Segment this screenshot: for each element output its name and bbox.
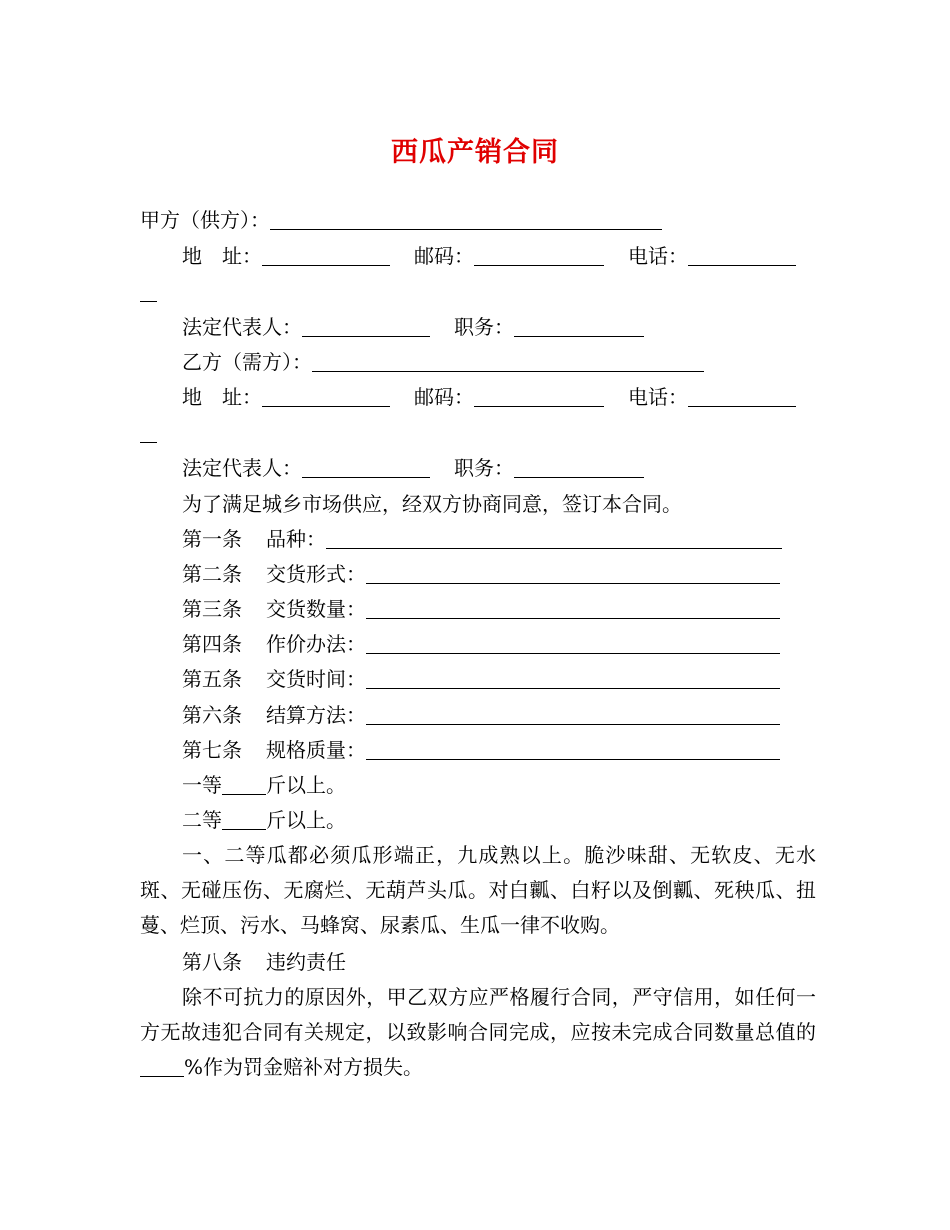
position-blank[interactable] — [514, 457, 644, 478]
article-2 — [182, 562, 780, 586]
position-label: 职务： — [454, 456, 514, 480]
article-1 — [182, 527, 782, 551]
article-blank[interactable] — [326, 528, 782, 549]
quality-paragraph: 一、二等瓜都必须瓜形端正，九成熟以上。脆沙味甜、无软皮、无水斑、无碰压伤、无腐烂、无葫芦头瓜。对白瓤、白籽以及倒瓤、死秧瓜、扭蔓、烂顶、污水、马蜂窝、尿素瓜、生瓜一律不收购。 — [140, 843, 816, 937]
phone-blank[interactable] — [688, 245, 796, 266]
breach-paragraph — [140, 980, 816, 1085]
grade-1-suffix: 斤以上。 — [266, 773, 346, 797]
article-number: 第一条 — [182, 527, 242, 551]
legal-rep-label: 法定代表人： — [182, 315, 302, 339]
position-blank[interactable] — [514, 316, 644, 337]
article-name: 品种： — [266, 527, 326, 551]
breach-text-end: %作为罚金赔补对方损失。 — [184, 1055, 424, 1079]
article-blank[interactable] — [366, 563, 780, 584]
party-a-address-line — [182, 244, 796, 268]
postcode-blank[interactable] — [474, 386, 604, 407]
postcode-label: 邮码： — [414, 385, 474, 409]
article-name: 规格质量： — [266, 738, 366, 762]
phone-blank-continued[interactable] — [140, 422, 157, 443]
party-b-rep-line — [182, 456, 644, 480]
address-label: 地 址： — [182, 385, 262, 409]
article-number: 第三条 — [182, 597, 242, 621]
party-a-rep-line — [182, 315, 644, 339]
party-b-blank[interactable] — [312, 351, 704, 372]
article-blank[interactable] — [366, 668, 780, 689]
penalty-percent-blank[interactable] — [140, 1056, 184, 1077]
grade-2-suffix: 斤以上。 — [266, 808, 346, 832]
address-blank[interactable] — [262, 245, 390, 266]
party-b-line — [182, 350, 704, 374]
party-b-phone-wrap — [140, 421, 157, 445]
article-number: 第四条 — [182, 632, 242, 656]
party-b-label: 乙方（需方）： — [182, 350, 312, 374]
article-blank[interactable] — [366, 739, 780, 760]
article-name: 交货时间： — [266, 667, 366, 691]
grade-2-line — [182, 808, 346, 832]
legal-rep-blank[interactable] — [302, 316, 430, 337]
article-number: 第二条 — [182, 562, 242, 586]
phone-label: 电话： — [628, 385, 688, 409]
article-name: 结算方法： — [266, 703, 366, 727]
article-number: 第五条 — [182, 667, 242, 691]
address-blank[interactable] — [262, 386, 390, 407]
phone-label: 电话： — [628, 244, 688, 268]
article-7 — [182, 738, 780, 762]
article-name: 作价办法： — [266, 632, 366, 656]
party-a-phone-wrap — [140, 280, 157, 304]
grade-1-line — [182, 773, 346, 797]
party-a-blank[interactable] — [270, 209, 662, 230]
article-number: 第七条 — [182, 738, 242, 762]
phone-blank[interactable] — [688, 386, 796, 407]
article-blank[interactable] — [366, 704, 780, 725]
postcode-blank[interactable] — [474, 245, 604, 266]
article-4 — [182, 632, 780, 656]
article-name: 违约责任 — [266, 950, 346, 974]
breach-text-start: 除不可抗力的原因外，甲乙双方应严格履行合同，严守信用，如任何一方无故违犯合同有关规定，以致影响合同完成，应按未完成合同数量总值的 — [140, 985, 816, 1044]
article-name: 交货数量： — [266, 597, 366, 621]
article-8 — [182, 950, 346, 974]
article-name: 交货形式： — [266, 562, 366, 586]
article-blank[interactable] — [366, 598, 780, 619]
party-a-label: 甲方（供方）： — [140, 208, 270, 232]
address-label: 地 址： — [182, 244, 262, 268]
article-number: 第六条 — [182, 703, 242, 727]
intro-text: 为了满足城乡市场供应，经双方协商同意，签订本合同。 — [182, 492, 682, 516]
party-b-address-line — [182, 385, 796, 409]
phone-blank-continued[interactable] — [140, 281, 157, 302]
position-label: 职务： — [454, 315, 514, 339]
article-number: 第八条 — [182, 950, 242, 974]
article-5 — [182, 667, 780, 691]
legal-rep-blank[interactable] — [302, 457, 430, 478]
document-title: 西瓜产销合同 — [391, 137, 559, 168]
article-6 — [182, 703, 780, 727]
postcode-label: 邮码： — [414, 244, 474, 268]
grade-1-blank[interactable] — [222, 774, 266, 795]
article-blank[interactable] — [366, 633, 780, 654]
grade-2-blank[interactable] — [222, 809, 266, 830]
grade-2-prefix: 二等 — [182, 808, 222, 832]
party-a-line — [140, 208, 662, 232]
grade-1-prefix: 一等 — [182, 773, 222, 797]
article-3 — [182, 597, 780, 621]
legal-rep-label: 法定代表人： — [182, 456, 302, 480]
